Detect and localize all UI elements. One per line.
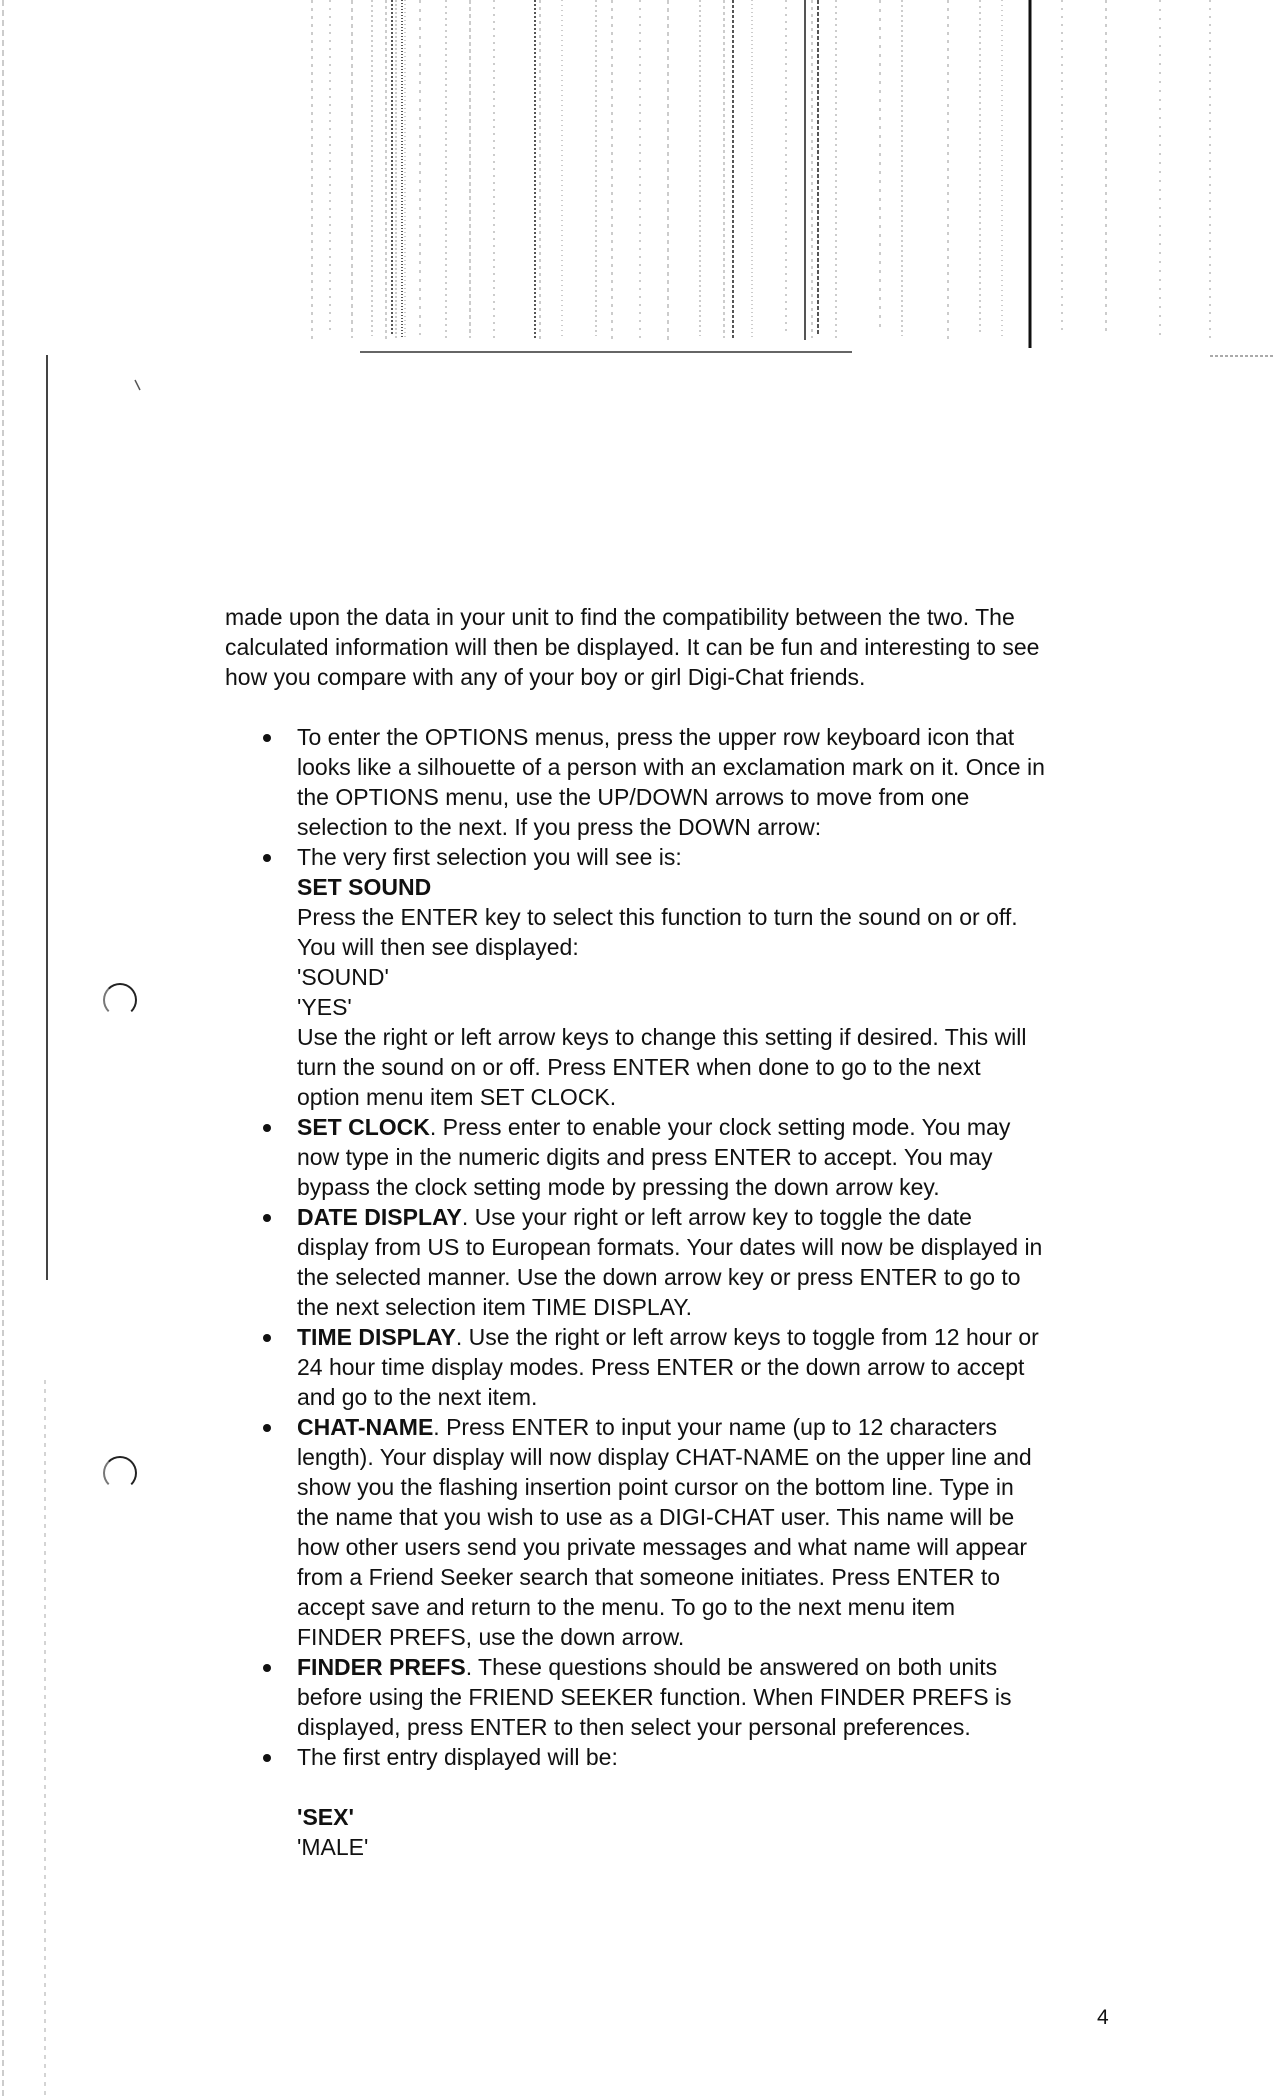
options-item-set-sound xyxy=(225,842,1125,1112)
set-sound-heading: SET SOUND xyxy=(297,874,432,900)
item-line: before using the FRIEND SEEKER function. When FINDER PREFS is xyxy=(297,1684,1012,1710)
options-item-chat-name xyxy=(225,1412,1125,1652)
display-text-male: 'MALE' xyxy=(297,1834,369,1860)
item-line: selection to the next. If you press the DOWN arrow: xyxy=(297,814,822,840)
item-line: turn the sound on or off. Press ENTER when done to go to the next xyxy=(297,1054,981,1080)
intro-line: how you compare with any of your boy or girl Digi-Chat friends. xyxy=(225,664,866,690)
chat-name-heading: CHAT-NAME xyxy=(297,1414,434,1440)
options-item-date-display xyxy=(225,1202,1125,1322)
item-line: To enter the OPTIONS menus, press the upper row keyboard icon that xyxy=(297,724,1015,750)
item-line: display from US to European formats. Your dates will now be displayed in xyxy=(297,1234,1043,1260)
item-line: bypass the clock setting mode by pressing the down arrow key. xyxy=(297,1174,940,1200)
punch-hole-top xyxy=(103,983,137,1017)
manual-body xyxy=(225,602,1125,1862)
item-line: and go to the next item. xyxy=(297,1384,538,1410)
item-line xyxy=(297,1202,1125,1232)
intro-line: made upon the data in your unit to find the compatibility between the two. The xyxy=(225,604,1015,630)
set-clock-heading: SET CLOCK xyxy=(297,1114,430,1140)
item-line xyxy=(297,1112,1125,1142)
item-line xyxy=(297,1322,1125,1352)
item-line: accept save and return to the menu. To go to the next menu item xyxy=(297,1594,956,1620)
scan-artifact-margin xyxy=(0,0,60,2100)
options-item-enter-options xyxy=(225,722,1125,842)
options-item-finder-prefs xyxy=(225,1652,1125,1742)
item-line: the name that you wish to use as a DIGI-CHAT user. This name will be xyxy=(297,1504,1015,1530)
item-line: 24 hour time display modes. Press ENTER or the down arrow to accept xyxy=(297,1354,1025,1380)
options-list xyxy=(225,722,1125,1862)
blank-line xyxy=(297,1772,1125,1802)
item-line: option menu item SET CLOCK. xyxy=(297,1084,617,1110)
item-text: . Use the right or left arrow keys to toggle from 12 hour or xyxy=(455,1324,1039,1350)
item-text: . Press enter to enable your clock setting mode. You may xyxy=(429,1114,1011,1140)
display-text-yes: 'YES' xyxy=(297,994,352,1020)
item-line: the OPTIONS menu, use the UP/DOWN arrows to move from one xyxy=(297,784,970,810)
display-text-sex: 'SEX' xyxy=(297,1804,354,1830)
item-line: from a Friend Seeker search that someone initiates. Press ENTER to xyxy=(297,1564,1001,1590)
item-line: The very first selection you will see is: xyxy=(297,844,682,870)
time-display-heading: TIME DISPLAY xyxy=(297,1324,456,1350)
item-line: displayed, press ENTER to then select your personal preferences. xyxy=(297,1714,971,1740)
options-item-time-display xyxy=(225,1322,1125,1412)
item-text: . Use your right or left arrow key to toggle the date xyxy=(461,1204,972,1230)
item-line xyxy=(297,1652,1125,1682)
item-line: the next selection item TIME DISPLAY. xyxy=(297,1294,693,1320)
item-text: . Press ENTER to input your name (up to 12 characters xyxy=(433,1414,998,1440)
intro-paragraph xyxy=(225,602,1125,692)
item-line xyxy=(297,1412,1125,1442)
page-number: 4 xyxy=(1097,2006,1109,2029)
options-item-set-clock xyxy=(225,1112,1125,1202)
punch-hole-bottom xyxy=(103,1456,137,1490)
item-line: Press the ENTER key to select this function to turn the sound on or off. xyxy=(297,904,1018,930)
display-text-sound: 'SOUND' xyxy=(297,964,389,990)
finder-prefs-heading: FINDER PREFS xyxy=(297,1654,466,1680)
item-line: now type in the numeric digits and press ENTER to accept. You may xyxy=(297,1144,993,1170)
item-line: how other users send you private messages and what name will appear xyxy=(297,1534,1028,1560)
date-display-heading: DATE DISPLAY xyxy=(297,1204,462,1230)
item-line: FINDER PREFS, use the down arrow. xyxy=(297,1624,685,1650)
scan-artifact-header xyxy=(0,0,1273,400)
item-line: show you the flashing insertion point cursor on the bottom line. Type in xyxy=(297,1474,1014,1500)
item-line: The first entry displayed will be: xyxy=(297,1744,618,1770)
item-line: Use the right or left arrow keys to change this setting if desired. This will xyxy=(297,1024,1027,1050)
options-item-first-entry xyxy=(225,1742,1125,1862)
item-line: the selected manner. Use the down arrow key or press ENTER to go to xyxy=(297,1264,1021,1290)
item-line: length). Your display will now display CHAT-NAME on the upper line and xyxy=(297,1444,1032,1470)
intro-line: calculated information will then be displayed. It can be fun and interesting to see xyxy=(225,634,1040,660)
item-line: looks like a silhouette of a person with an exclamation mark on it. Once in xyxy=(297,754,1045,780)
item-line: You will then see displayed: xyxy=(297,934,579,960)
item-text: . These questions should be answered on both units xyxy=(465,1654,998,1680)
